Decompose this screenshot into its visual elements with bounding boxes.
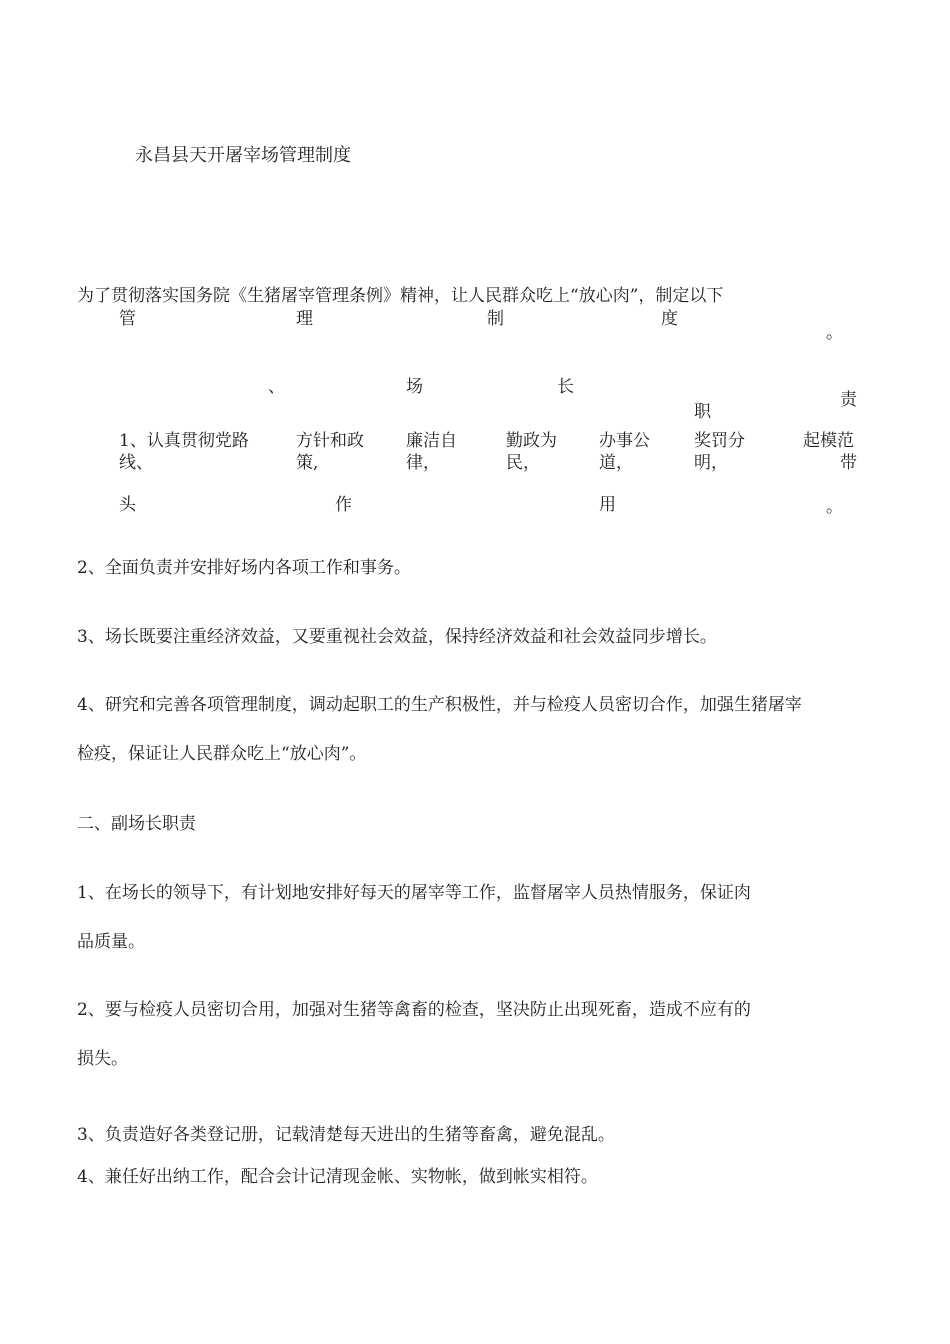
s1-item1-cell: 办事公 [599,431,650,451]
s1-item1-cell: 方针和政 [296,431,364,451]
section1-heading-char: 长 [557,377,574,397]
s1-item1-cell: 廉洁自 [406,431,457,451]
intro-word: 制 [487,309,504,329]
intro-word: 理 [296,309,313,329]
s2-item4: 4、兼任好出纳工作，配合会计记清现金帐、实物帐，做到帐实相符。 [77,1167,598,1187]
section1-heading-char: 职 [694,402,711,422]
s1-item4-line2: 检疫，保证让人民群众吃上“放心肉”。 [77,744,367,764]
s1-item1-cell: 头 [119,495,136,515]
s1-item1-cell: 1、认真贯彻党路 [119,431,249,451]
intro-line-1: 为了贯彻落实国务院《生猪屠宰管理条例》精神，让人民群众吃上“放心肉”，制定以下 [77,286,724,306]
s1-item1-cell: 奖罚分 [694,431,745,451]
s1-item4-line1: 4、研究和完善各项管理制度，调动起职工的生产积极性，并与检疫人员密切合作，加强生猪屠宰 [77,695,802,715]
s1-item1-cell: 勤政为 [506,431,557,451]
s1-item2: 2、全面负责并安排好场内各项工作和事务。 [77,558,411,578]
s2-item1-line1: 1、在场长的领导下，有计划地安排好每天的屠宰等工作，监督屠宰人员热情服务，保证肉 [77,883,751,903]
s1-item1-cell: 明， [694,453,728,473]
s1-item1-cell: 。 [826,497,843,517]
s2-item3: 3、负责造好各类登记册，记载清楚每天进出的生猪等畜禽，避免混乱。 [77,1125,615,1145]
section1-heading-char: 、 [268,377,285,397]
intro-word: 度 [661,309,678,329]
s1-item3: 3、场长既要注重经济效益，又要重视社会效益，保持经济效益和社会效益同步增长。 [77,627,717,647]
section1-heading-char: 场 [406,377,423,397]
s1-item1-cell: 线、 [119,453,153,473]
s1-item1-cell: 起模范 [803,431,854,451]
section1-heading-char: 责 [840,390,857,410]
s2-item1-line2: 品质量。 [77,932,145,952]
s2-item2-line2: 损失。 [77,1049,128,1069]
s1-item1-cell: 民， [506,453,540,473]
s2-item2-line1: 2、要与检疫人员密切合用，加强对生猪等禽畜的检查，坚决防止出现死畜，造成不应有的 [77,1000,751,1020]
s1-item1-cell: 作 [335,495,352,515]
s1-item1-cell: 道， [599,453,633,473]
document-title: 永昌县天开屠宰场管理制度 [135,145,351,166]
intro-word: 管 [119,309,136,329]
intro-period: 。 [826,323,843,343]
s1-item1-cell: 律， [406,453,440,473]
section2-heading: 二、副场长职责 [77,814,196,834]
s1-item1-cell: 带 [840,453,857,473]
s1-item1-cell: 用 [599,495,616,515]
s1-item1-cell: 策, [296,453,319,473]
